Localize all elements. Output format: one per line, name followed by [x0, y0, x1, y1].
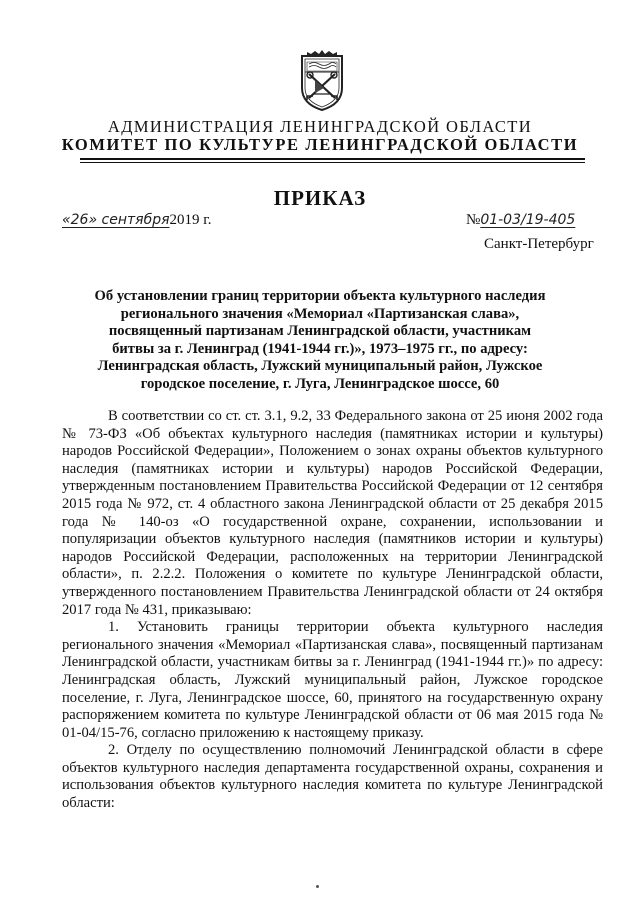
clause-1-paragraph: 1. Установить границы территории объекта культурного наследия регионального значения «Мемориал «Партизанская слава», посвященный партизанам Ленинградской области, участникам битвы за г. Ленинград (1941-1944 гг.)» по адресу: Ленинградская область, Лужский муниципальный район, Лужское городское поселение, г. Луга, Ленинградское шоссе, 60, принятого на государственную охрану распоряжением комитета по культуре Ленинградской области от 06 мая 2015 года № 01-04/15-76, согласно приложению к настоящему приказу. [62, 619, 603, 741]
order-number [466, 212, 575, 229]
number-sign: № [466, 212, 481, 228]
clause-2-paragraph: 2. Отделу по осуществлению полномочий Ленинградской области в сфере объектов культурного наследия департамента государственной охраны, сохранения и использования объектов культурного наследия комитета по культуре Ленинградской области: [62, 742, 603, 812]
order-title: ПРИКАЗ [273, 186, 367, 210]
handwritten-date: «26» сентября [62, 212, 170, 228]
handwritten-number: 01-03/19-405 [480, 212, 576, 228]
committee-name: КОМИТЕТ ПО КУЛЬТУРЕ ЛЕНИНГРАДСКОЙ ОБЛАСТИ [61, 135, 579, 154]
order-date [62, 212, 212, 229]
order-subject: Об установлении границ территории объекта культурного наследия регионального значения «Мемориал «Партизанская слава», посвященный партизанам Ленинградской области, участникам битвы за г. Ленинград (1941-1944 гг.)», 1973–1975 гг., по адресу: Ленинградская область, Лужский муниципальный район, Лужское городское поселение, г. Луга, Ленинградское шоссе, 60 [94, 288, 546, 392]
scan-dot-mark [316, 885, 319, 888]
preamble-paragraph: В соответствии со ст. ст. 3.1, 9.2, 33 Федерального закона от 25 июня 2002 года № 73-ФЗ «Об объектах культурного наследия (памятниках истории и культуры) народов Российской Федерации», Положением о зонах охраны объектов культурного наследия (памятниках истории и культуры) народов Российской Федерации, утвержденным постановлением Правительства Российской Федерации от 12 сентября 2015 года № 972, ст. 4 областного закона Ленинградской области от 25 декабря 2015 года № 140-оз «О государственной охране, сохранении, использовании и популяризации объектов культурного наследия (памятников истории и культуры) народов Российской Федерации, расположенных на территории Ленинградской области», п. 2.2.2. Положения о комитете по культуре Ленинградской области, утвержденного постановлением Правительства Ленинградской области от 24 октября 2017 года № 431, приказываю: [62, 408, 603, 618]
order-city: Санкт-Петербург [484, 236, 594, 252]
header-divider-thin [80, 162, 585, 163]
leningrad-oblast-coat-of-arms-icon [297, 50, 347, 112]
header-divider-thick [80, 158, 585, 160]
administration-name: АДМИНИСТРАЦИЯ ЛЕНИНГРАДСКОЙ ОБЛАСТИ [107, 117, 533, 136]
order-year: 2019 г. [169, 212, 212, 228]
order-body [62, 408, 603, 813]
